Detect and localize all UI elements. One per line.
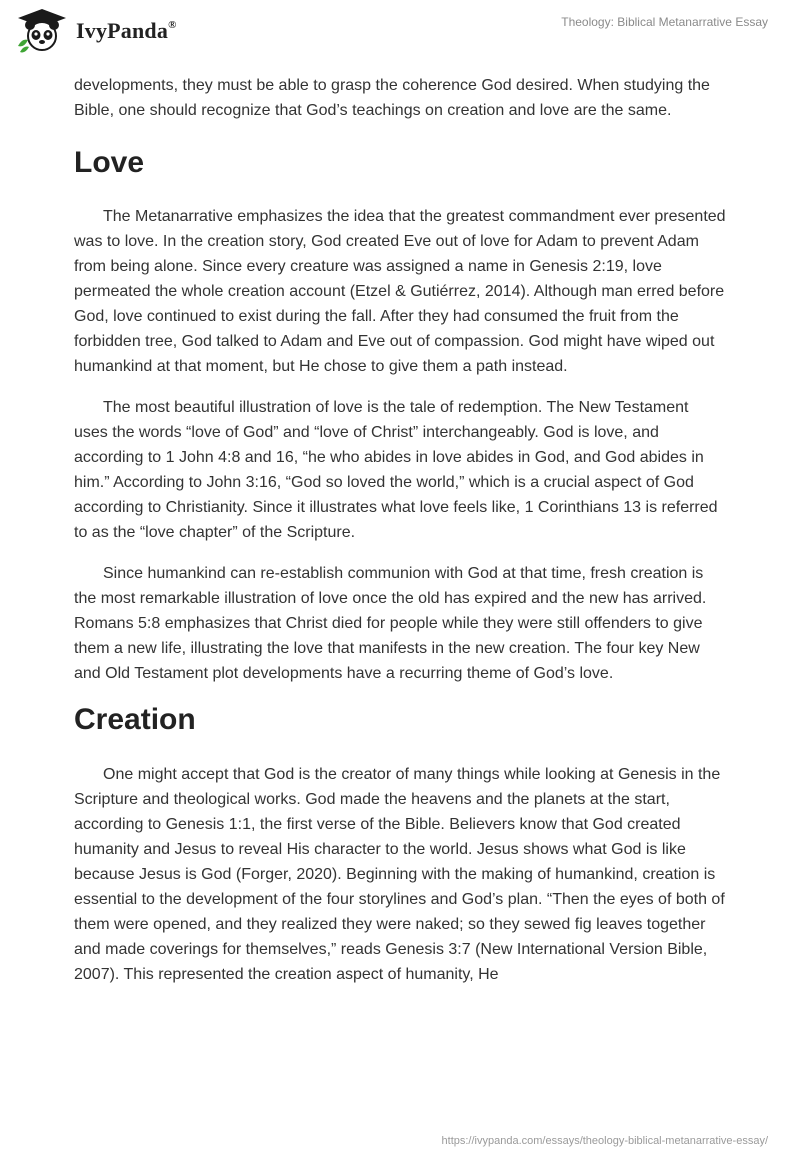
intro-paragraph: developments, they must be able to grasp the coherence God desired. When studying the Bible, one should recognize that God’s teachings on creation and love are the same. (74, 77, 710, 119)
brand-name: IvyPanda® (76, 18, 177, 43)
page-header (0, 0, 800, 60)
section-heading-love: Love (74, 146, 145, 179)
love-paragraph-3: Since humankind can re-establish communion with God at that time, fresh creation is the most remarkable illustration of love once the old has expired and the new has arrived. Romans 5:8 emphasizes that Christ died for people while they were still offenders to give them a new life, illustrating the love that manifests in the new creation. The four key New and Old Testament plot developments have a recurring theme of God’s love. (74, 565, 707, 682)
love-paragraph-1: The Metanarrative emphasizes the idea that the greatest commandment ever presented was to love. In the creation story, God created Eve out of love for Adam to prevent Adam from being alone. Since every creature was assigned a name in Genesis 2:19, love permeated the whole creation account (Etzel & Gutiérrez, 2014). Although man erred before God, love continued to exist during the fall. After they had consumed the fruit from the forbidden tree, God talked to Adam and Eve out of compassion. God might have wiped out humankind at that moment, but He chose to give them a path instead. (74, 208, 726, 375)
creation-paragraph-1: One might accept that God is the creator of many things while looking at Genesis in the Scripture and theological works. God made the heavens and the planets at the start, according to Genesis 1:1, the first verse of the Bible. Believers know that God created humanity and Jesus to reveal His character to the world. Jesus shows what God is like because Jesus is God (Forger, 2020). Beginning with the making of humankind, creation is essential to the development of the four storylines and God’s plan. “Then the eyes of both of them were opened, and they realized they were naked; so they sewed fig leaves together and made coverings for themselves,” reads Genesis 3:7 (New International Version Bible, 2007). This represented the creation aspect of humanity, He (74, 766, 725, 983)
ivypanda-logo[interactable] (16, 8, 177, 54)
panda-graduate-icon (16, 8, 68, 54)
essay-content (74, 73, 726, 1003)
footer-url[interactable]: https://ivypanda.com/essays/theology-biblical-metanarrative-essay/ (441, 1135, 768, 1147)
section-heading-creation: Creation (74, 703, 196, 736)
love-paragraph-2: The most beautiful illustration of love is the tale of redemption. The New Testament uses the words “love of God” and “love of Christ” interchangeably. God is love, and according to 1 John 4:8 and 16, “he who abides in love abides in God, and God abides in him.” According to John 3:16, “God so loved the world,” which is a crucial aspect of God according to Christianity. Since it illustrates what love feels like, 1 Corinthians 13 is referred to as the “love chapter” of the Scripture. (74, 399, 718, 541)
document-title: Theology: Biblical Metanarrative Essay (561, 15, 768, 29)
